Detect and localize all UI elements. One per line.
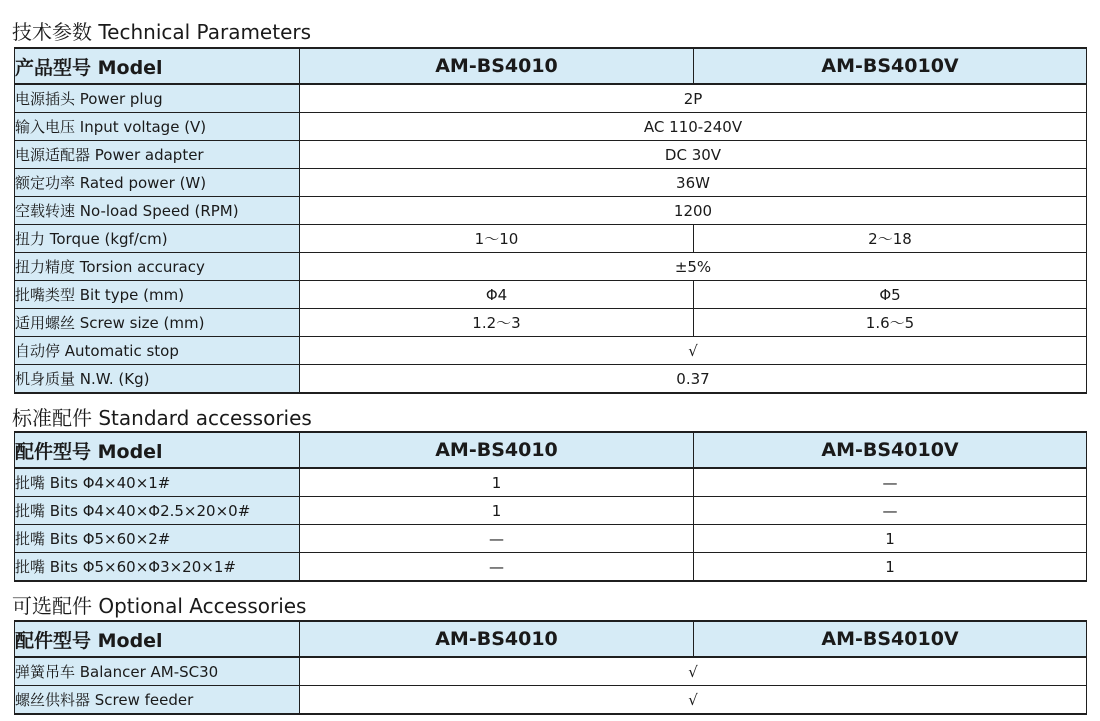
row-label: 螺丝供料器 Screw feeder	[15, 686, 300, 715]
header-model-label: 产品型号 Model	[15, 48, 300, 84]
table-row	[15, 281, 1087, 309]
header-model-am-bs4010: AM-BS4010	[300, 621, 694, 657]
header-model-am-bs4010v: AM-BS4010V	[694, 621, 1087, 657]
row-value-shared: DC 30V	[300, 141, 1087, 169]
row-value-am-bs4010v: 1	[694, 553, 1087, 582]
table-row	[15, 365, 1087, 394]
row-value-am-bs4010v: Φ5	[694, 281, 1087, 309]
row-label: 适用螺丝 Screw size (mm)	[15, 309, 300, 337]
row-value-shared: 2P	[300, 84, 1087, 113]
row-value-shared: 36W	[300, 169, 1087, 197]
table-row	[15, 197, 1087, 225]
table-row	[15, 553, 1087, 582]
row-value-shared: √	[300, 337, 1087, 365]
row-value-am-bs4010: Φ4	[300, 281, 694, 309]
table-row	[15, 686, 1087, 715]
row-label: 自动停 Automatic stop	[15, 337, 300, 365]
row-value-shared: 1200	[300, 197, 1087, 225]
table-header-row	[15, 621, 1087, 657]
row-label: 批嘴 Bits Φ4×40×Φ2.5×20×0#	[15, 497, 300, 525]
table-row	[15, 309, 1087, 337]
row-label: 扭力精度 Torsion accuracy	[15, 253, 300, 281]
row-value-am-bs4010: 1～10	[300, 225, 694, 253]
standard-accessories-title: 标准配件 Standard accessories	[12, 406, 312, 430]
row-value-am-bs4010v: 2～18	[694, 225, 1087, 253]
row-value-shared: √	[300, 657, 1087, 686]
table-row	[15, 141, 1087, 169]
row-value-am-bs4010: 1.2～3	[300, 309, 694, 337]
header-model-am-bs4010: AM-BS4010	[300, 48, 694, 84]
table-row	[15, 253, 1087, 281]
table-row	[15, 113, 1087, 141]
row-value-shared: √	[300, 686, 1087, 715]
table-row	[15, 657, 1087, 686]
table-row	[15, 225, 1087, 253]
row-value-am-bs4010: —	[300, 525, 694, 553]
table-header-row	[15, 48, 1087, 84]
technical-parameters-table	[14, 47, 1087, 394]
row-label: 弹簧吊车 Balancer AM-SC30	[15, 657, 300, 686]
table-row	[15, 337, 1087, 365]
technical-parameters-title: 技术参数 Technical Parameters	[12, 20, 312, 44]
row-value-am-bs4010: 1	[300, 497, 694, 525]
table-row	[15, 169, 1087, 197]
row-value-am-bs4010: 1	[300, 468, 694, 497]
row-label: 批嘴类型 Bit type (mm)	[15, 281, 300, 309]
header-model-label: 配件型号 Model	[15, 432, 300, 468]
row-label: 输入电压 Input voltage (V)	[15, 113, 300, 141]
row-label: 扭力 Torque (kgf/cm)	[15, 225, 300, 253]
optional-accessories-title: 可选配件 Optional Accessories	[12, 594, 307, 618]
row-value-am-bs4010v: 1.6～5	[694, 309, 1087, 337]
row-label: 批嘴 Bits Φ5×60×Φ3×20×1#	[15, 553, 300, 582]
row-label: 额定功率 Rated power (W)	[15, 169, 300, 197]
row-value-am-bs4010v: —	[694, 497, 1087, 525]
row-value-am-bs4010: —	[300, 553, 694, 582]
row-value-shared: AC 110-240V	[300, 113, 1087, 141]
table-header-row	[15, 432, 1087, 468]
header-model-am-bs4010: AM-BS4010	[300, 432, 694, 468]
row-value-shared: 0.37	[300, 365, 1087, 394]
standard-accessories-table	[14, 431, 1087, 582]
table-row	[15, 525, 1087, 553]
optional-accessories-table	[14, 620, 1087, 715]
row-label: 电源适配器 Power adapter	[15, 141, 300, 169]
header-model-label: 配件型号 Model	[15, 621, 300, 657]
header-model-am-bs4010v: AM-BS4010V	[694, 48, 1087, 84]
row-label: 机身质量 N.W. (Kg)	[15, 365, 300, 394]
row-value-am-bs4010v: —	[694, 468, 1087, 497]
row-label: 电源插头 Power plug	[15, 84, 300, 113]
table-row	[15, 497, 1087, 525]
row-label: 空载转速 No-load Speed (RPM)	[15, 197, 300, 225]
table-row	[15, 84, 1087, 113]
row-label: 批嘴 Bits Φ5×60×2#	[15, 525, 300, 553]
header-model-am-bs4010v: AM-BS4010V	[694, 432, 1087, 468]
row-value-shared: ±5%	[300, 253, 1087, 281]
row-value-am-bs4010v: 1	[694, 525, 1087, 553]
row-label: 批嘴 Bits Φ4×40×1#	[15, 468, 300, 497]
table-row	[15, 468, 1087, 497]
